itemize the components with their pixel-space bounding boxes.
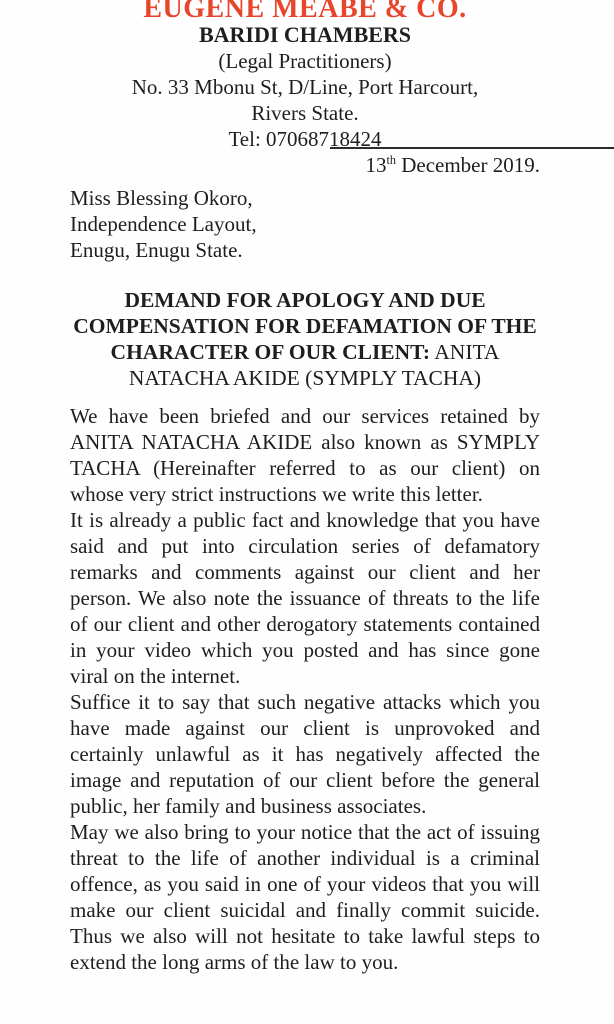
date-day: 13 [365, 153, 387, 177]
letterhead-phone: Tel: 07068718424 [228, 127, 382, 151]
firm-name: EUGENE MEABE & CO. [143, 0, 467, 24]
letterhead [70, 0, 540, 152]
recipient-line-2: Independence Layout, [70, 212, 257, 236]
phone-underline-rule [330, 147, 614, 149]
recipient-line-1: Miss Blessing Okoro, [70, 186, 253, 210]
letterhead-address-line-1: No. 33 Mbonu St, D/Line, Port Harcourt, [131, 75, 479, 99]
subject-heading [70, 287, 540, 391]
recipient-address [70, 185, 540, 263]
letter-body [70, 403, 540, 975]
letter-date [70, 152, 540, 178]
body-paragraph-1: We have been briefed and our services retained by ANITA NATACHA AKIDE also known as SYMPLY TACHA (Hereinafter referred to as our client) on whose very strict instructions we write this letter. [70, 404, 540, 506]
letterhead-address-line-2: Rivers State. [251, 101, 359, 125]
recipient-line-3: Enugu, Enugu State. [70, 238, 243, 262]
subject-bold-text: DEMAND FOR APOLOGY AND DUE COMPENSATION FOR DEFAMATION OF THE CHARACTER OF OUR CLIENT: [73, 288, 537, 364]
date-month-year: December 2019. [395, 153, 540, 177]
body-paragraph-3: Suffice it to say that such negative attacks which you have made against our client is unprovoked and certainly unlawful as it has negatively affected the image and reputation of our client before the general public, her family and business associates. [70, 690, 540, 818]
subject-regular-text: ANITA NATACHA AKIDE (SYMPLY TACHA) [128, 340, 500, 390]
body-paragraph-2: It is already a public fact and knowledge that you have said and put into circulation series of defamatory remarks and comments against our client and her person. We also note the issuance of threats to the life of our client and other derogatory statements contained in your video which you posted and has since gone viral on the internet. [70, 508, 540, 688]
letterhead-descriptor: (Legal Practitioners) [218, 49, 392, 73]
date-ordinal-suffix: th [386, 153, 396, 167]
chambers-name: BARIDI CHAMBERS [198, 22, 412, 47]
body-paragraph-4: May we also bring to your notice that the act of issuing threat to the life of another individual is a criminal offence, as you said in one of your videos that you will make our client suicidal and finally commit suicide. Thus we also will not hesitate to take lawful steps to extend the long arms of the law to you. [70, 820, 540, 974]
